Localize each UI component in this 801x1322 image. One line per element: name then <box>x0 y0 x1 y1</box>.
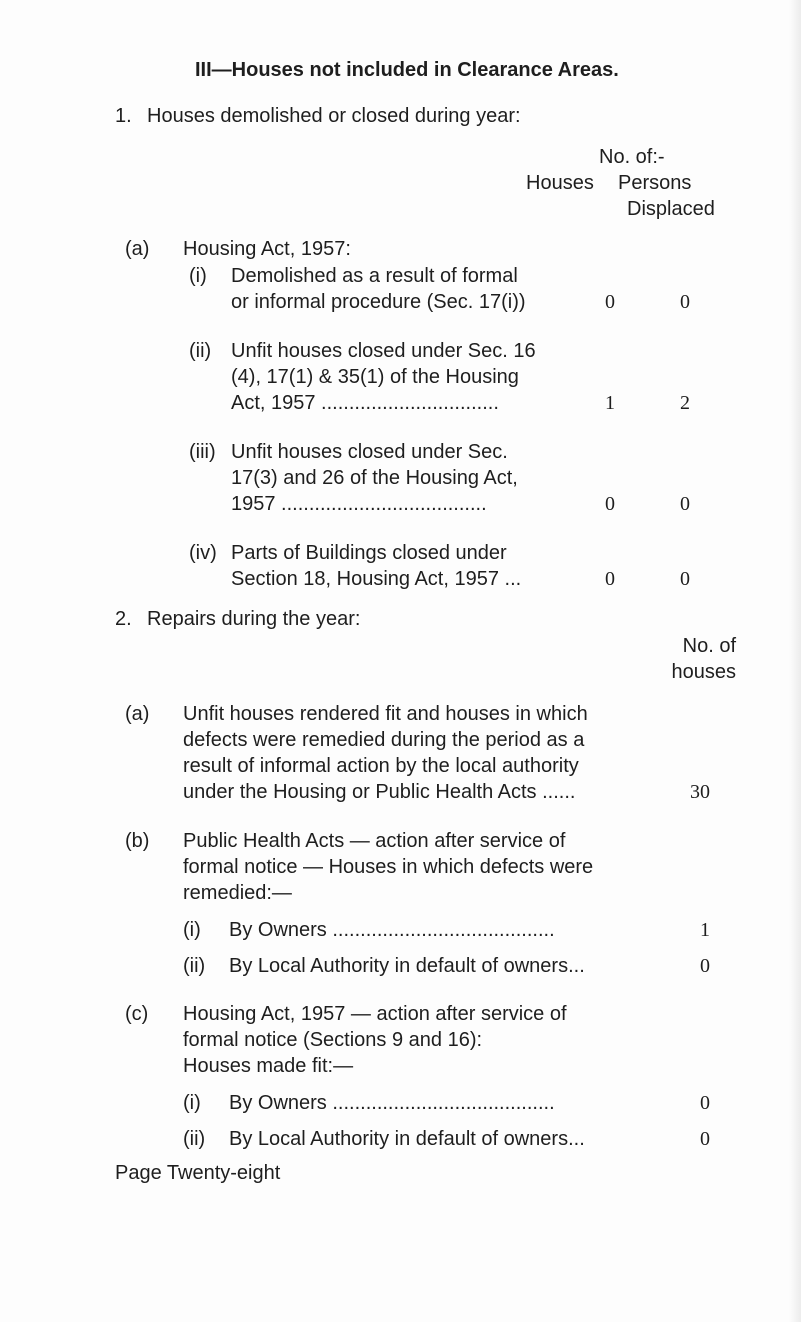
repairs-c-item-num: (i) <box>183 1092 201 1114</box>
repairs-c-line: Houses made fit:— <box>183 1055 354 1077</box>
page-title: III—Houses not included in Clearance Areas. <box>195 59 619 81</box>
repairs-b-line: formal notice — Houses in which defects were <box>183 856 594 878</box>
repairs-c-item-text: By Owners ........................................ <box>229 1092 555 1114</box>
item-iv-num: (iv) <box>189 542 217 564</box>
sub-a-text: Housing Act, 1957: <box>183 238 351 260</box>
item-iv-line: Parts of Buildings closed under <box>231 542 507 564</box>
item-i-houses: 0 <box>605 291 615 313</box>
item-iv-line: Section 18, Housing Act, 1957 ... <box>231 568 522 590</box>
item-iii-line: 17(3) and 26 of the Housing Act, <box>231 467 518 489</box>
item-iv-houses: 0 <box>605 568 615 590</box>
repairs-b-item-num: (ii) <box>183 955 206 977</box>
item-iii-line: Unfit houses closed under Sec. <box>231 441 508 463</box>
repairs-c-line: Housing Act, 1957 — action after service of <box>183 1003 567 1025</box>
item-ii-houses: 1 <box>605 392 615 414</box>
repairs-a-value: 30 <box>690 781 710 803</box>
repairs-c-item-value: 0 <box>700 1128 710 1150</box>
repairs-c-line: formal notice (Sections 9 and 16): <box>183 1029 483 1051</box>
repairs-a-line: Unfit houses rendered fit and houses in which <box>183 703 588 725</box>
section2-number: 2. <box>115 608 132 630</box>
section1-number: 1. <box>115 105 132 127</box>
item-ii-line: Unfit houses closed under Sec. 16 <box>231 340 536 362</box>
sub-a-label: (a) <box>125 238 150 260</box>
repairs-b-item-value: 0 <box>700 955 710 977</box>
col-header-houses-2: houses <box>671 661 736 683</box>
repairs-b-line: remedied:— <box>183 882 292 904</box>
col-header-houses: Houses <box>526 172 594 194</box>
item-i-num: (i) <box>189 265 207 287</box>
repairs-c-item-value: 0 <box>700 1092 710 1114</box>
col-header-displaced: Displaced <box>627 198 715 220</box>
item-ii-persons: 2 <box>680 392 690 414</box>
repairs-c-item-num: (ii) <box>183 1128 206 1150</box>
section1-heading: Houses demolished or closed during year: <box>147 105 521 127</box>
repairs-b-item-value: 1 <box>700 919 710 941</box>
repairs-a-line: result of informal action by the local authority <box>183 755 579 777</box>
item-i-line: or informal procedure (Sec. 17(i)) <box>231 291 526 313</box>
repairs-c-label: (c) <box>125 1003 149 1025</box>
item-i-line: Demolished as a result of formal <box>231 265 518 287</box>
item-iii-num: (iii) <box>189 441 216 463</box>
repairs-b-item-text: By Owners ........................................ <box>229 919 555 941</box>
col-header-persons: Persons <box>618 172 692 194</box>
section2-heading: Repairs during the year: <box>147 608 361 630</box>
repairs-a-line: defects were remedied during the period as a <box>183 729 585 751</box>
item-i-persons: 0 <box>680 291 690 313</box>
item-ii-line: Act, 1957 ................................ <box>231 392 499 414</box>
page-footer: Page Twenty-eight <box>115 1162 281 1184</box>
item-iv-persons: 0 <box>680 568 690 590</box>
item-ii-num: (ii) <box>189 340 212 362</box>
repairs-c-item-text: By Local Authority in default of owners... <box>229 1128 585 1150</box>
repairs-b-label: (b) <box>125 830 150 852</box>
item-iii-persons: 0 <box>680 493 690 515</box>
item-ii-line: (4), 17(1) & 35(1) of the Housing <box>231 366 519 388</box>
repairs-a-line: under the Housing or Public Health Acts ...... <box>183 781 576 803</box>
col-header-no-of-2: No. of <box>682 635 736 657</box>
item-iii-line: 1957 ..................................... <box>231 493 487 515</box>
repairs-b-item-text: By Local Authority in default of owners... <box>229 955 585 977</box>
item-iii-houses: 0 <box>605 493 615 515</box>
col-header-no-of: No. of:- <box>599 146 665 168</box>
repairs-b-line: Public Health Acts — action after service of <box>183 830 566 852</box>
repairs-a-label: (a) <box>125 703 150 725</box>
repairs-b-item-num: (i) <box>183 919 201 941</box>
page-edge-shadow <box>789 0 801 1322</box>
